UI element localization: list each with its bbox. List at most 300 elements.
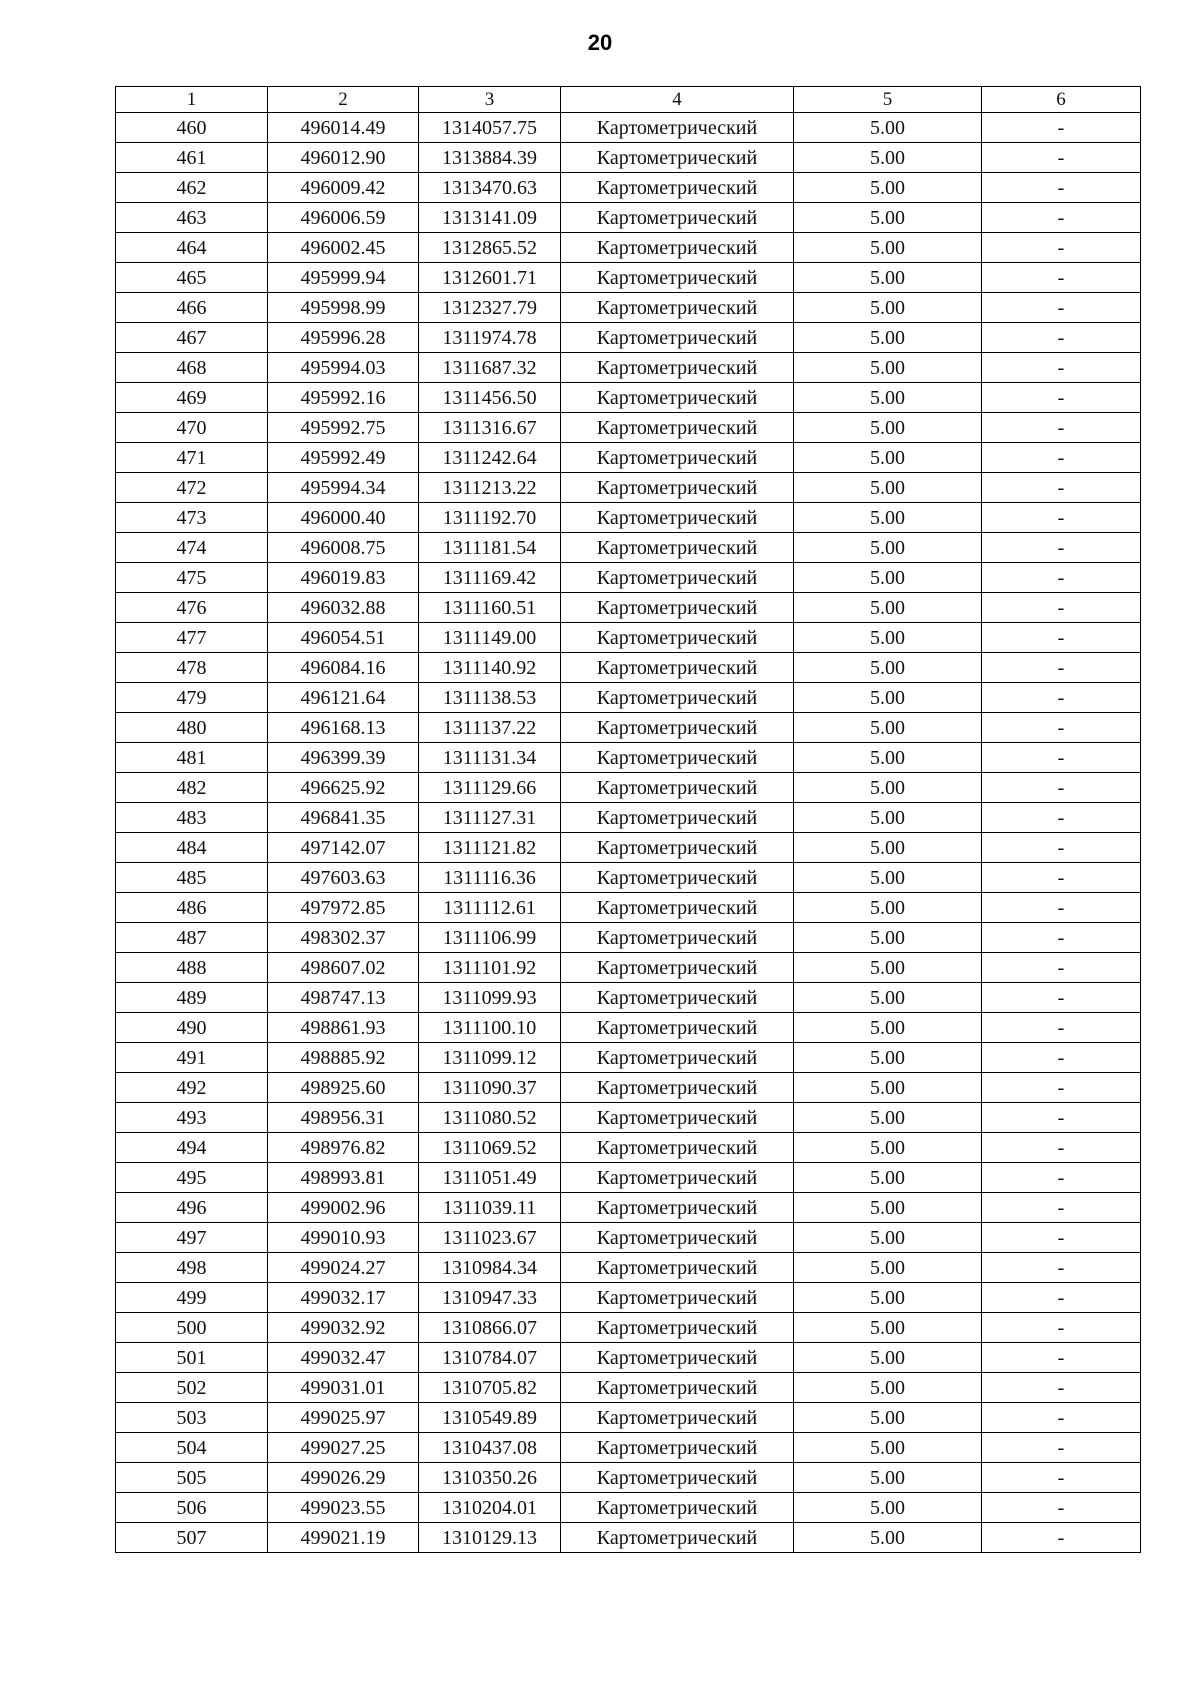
method-cell: Картометрический — [561, 833, 794, 863]
accuracy-cell: 5.00 — [794, 203, 982, 233]
method-cell: Картометрический — [561, 533, 794, 563]
y-coordinate-cell: 1314057.75 — [419, 113, 561, 143]
note-cell: - — [982, 1043, 1141, 1073]
accuracy-cell: 5.00 — [794, 113, 982, 143]
accuracy-cell: 5.00 — [794, 263, 982, 293]
method-cell: Картометрический — [561, 683, 794, 713]
x-coordinate-cell: 496006.59 — [268, 203, 419, 233]
y-coordinate-cell: 1310437.08 — [419, 1433, 561, 1463]
table-row — [116, 1253, 1141, 1283]
y-coordinate-cell: 1310129.13 — [419, 1523, 561, 1553]
method-cell: Картометрический — [561, 1493, 794, 1523]
table-row — [116, 263, 1141, 293]
y-coordinate-cell: 1311106.99 — [419, 923, 561, 953]
table-row — [116, 233, 1141, 263]
accuracy-cell: 5.00 — [794, 923, 982, 953]
x-coordinate-cell: 499031.01 — [268, 1373, 419, 1403]
x-coordinate-cell: 496399.39 — [268, 743, 419, 773]
x-coordinate-cell: 498925.60 — [268, 1073, 419, 1103]
method-cell: Картометрический — [561, 1463, 794, 1493]
y-coordinate-cell: 1311316.67 — [419, 413, 561, 443]
x-coordinate-cell: 499002.96 — [268, 1193, 419, 1223]
table-row — [116, 1193, 1141, 1223]
method-cell: Картометрический — [561, 503, 794, 533]
method-cell: Картометрический — [561, 923, 794, 953]
x-coordinate-cell: 499021.19 — [268, 1523, 419, 1553]
x-coordinate-cell: 499026.29 — [268, 1463, 419, 1493]
note-cell: - — [982, 1433, 1141, 1463]
note-cell: - — [982, 143, 1141, 173]
point-number-cell: 498 — [116, 1253, 268, 1283]
table-row — [116, 1373, 1141, 1403]
note-cell: - — [982, 563, 1141, 593]
method-cell: Картометрический — [561, 563, 794, 593]
point-number-cell: 463 — [116, 203, 268, 233]
method-cell: Картометрический — [561, 1373, 794, 1403]
column-header-2: 2 — [268, 87, 419, 113]
y-coordinate-cell: 1311687.32 — [419, 353, 561, 383]
point-number-cell: 460 — [116, 113, 268, 143]
point-number-cell: 470 — [116, 413, 268, 443]
point-number-cell: 481 — [116, 743, 268, 773]
accuracy-cell: 5.00 — [794, 743, 982, 773]
accuracy-cell: 5.00 — [794, 1133, 982, 1163]
point-number-cell: 467 — [116, 323, 268, 353]
x-coordinate-cell: 496000.40 — [268, 503, 419, 533]
point-number-cell: 490 — [116, 1013, 268, 1043]
note-cell: - — [982, 1463, 1141, 1493]
y-coordinate-cell: 1310784.07 — [419, 1343, 561, 1373]
note-cell: - — [982, 263, 1141, 293]
y-coordinate-cell: 1311112.61 — [419, 893, 561, 923]
accuracy-cell: 5.00 — [794, 593, 982, 623]
point-number-cell: 465 — [116, 263, 268, 293]
method-cell: Картометрический — [561, 1433, 794, 1463]
note-cell: - — [982, 593, 1141, 623]
note-cell: - — [982, 803, 1141, 833]
point-number-cell: 464 — [116, 233, 268, 263]
point-number-cell: 495 — [116, 1163, 268, 1193]
accuracy-cell: 5.00 — [794, 713, 982, 743]
method-cell: Картометрический — [561, 413, 794, 443]
y-coordinate-cell: 1313141.09 — [419, 203, 561, 233]
method-cell: Картометрический — [561, 1283, 794, 1313]
point-number-cell: 468 — [116, 353, 268, 383]
table-body — [116, 113, 1141, 1553]
x-coordinate-cell: 496168.13 — [268, 713, 419, 743]
x-coordinate-cell: 496121.64 — [268, 683, 419, 713]
point-number-cell: 478 — [116, 653, 268, 683]
accuracy-cell: 5.00 — [794, 413, 982, 443]
y-coordinate-cell: 1311137.22 — [419, 713, 561, 743]
note-cell: - — [982, 1493, 1141, 1523]
method-cell: Картометрический — [561, 983, 794, 1013]
point-number-cell: 494 — [116, 1133, 268, 1163]
table-row — [116, 803, 1141, 833]
point-number-cell: 471 — [116, 443, 268, 473]
note-cell: - — [982, 833, 1141, 863]
y-coordinate-cell: 1313884.39 — [419, 143, 561, 173]
note-cell: - — [982, 383, 1141, 413]
x-coordinate-cell: 496084.16 — [268, 653, 419, 683]
table-row — [116, 1283, 1141, 1313]
point-number-cell: 475 — [116, 563, 268, 593]
note-cell: - — [982, 1103, 1141, 1133]
table-row — [116, 1223, 1141, 1253]
table-row — [116, 353, 1141, 383]
method-cell: Картометрический — [561, 1193, 794, 1223]
note-cell: - — [982, 1313, 1141, 1343]
y-coordinate-cell: 1311456.50 — [419, 383, 561, 413]
x-coordinate-cell: 496012.90 — [268, 143, 419, 173]
point-number-cell: 473 — [116, 503, 268, 533]
y-coordinate-cell: 1313470.63 — [419, 173, 561, 203]
note-cell: - — [982, 743, 1141, 773]
y-coordinate-cell: 1310549.89 — [419, 1403, 561, 1433]
accuracy-cell: 5.00 — [794, 1463, 982, 1493]
accuracy-cell: 5.00 — [794, 983, 982, 1013]
accuracy-cell: 5.00 — [794, 1493, 982, 1523]
y-coordinate-cell: 1310984.34 — [419, 1253, 561, 1283]
table-row — [116, 1103, 1141, 1133]
accuracy-cell: 5.00 — [794, 323, 982, 353]
y-coordinate-cell: 1311051.49 — [419, 1163, 561, 1193]
accuracy-cell: 5.00 — [794, 143, 982, 173]
point-number-cell: 500 — [116, 1313, 268, 1343]
point-number-cell: 477 — [116, 623, 268, 653]
accuracy-cell: 5.00 — [794, 353, 982, 383]
x-coordinate-cell: 496625.92 — [268, 773, 419, 803]
method-cell: Картометрический — [561, 893, 794, 923]
method-cell: Картометрический — [561, 1253, 794, 1283]
x-coordinate-cell: 495992.16 — [268, 383, 419, 413]
point-number-cell: 506 — [116, 1493, 268, 1523]
method-cell: Картометрический — [561, 713, 794, 743]
method-cell: Картометрический — [561, 173, 794, 203]
accuracy-cell: 5.00 — [794, 1283, 982, 1313]
y-coordinate-cell: 1311140.92 — [419, 653, 561, 683]
accuracy-cell: 5.00 — [794, 1343, 982, 1373]
method-cell: Картометрический — [561, 1313, 794, 1343]
column-header-1: 1 — [116, 87, 268, 113]
note-cell: - — [982, 353, 1141, 383]
point-number-cell: 507 — [116, 1523, 268, 1553]
table-row — [116, 533, 1141, 563]
method-cell: Картометрический — [561, 1013, 794, 1043]
table-row — [116, 743, 1141, 773]
y-coordinate-cell: 1311192.70 — [419, 503, 561, 533]
table-row — [116, 1133, 1141, 1163]
x-coordinate-cell: 496002.45 — [268, 233, 419, 263]
accuracy-cell: 5.00 — [794, 953, 982, 983]
y-coordinate-cell: 1310947.33 — [419, 1283, 561, 1313]
point-number-cell: 479 — [116, 683, 268, 713]
note-cell: - — [982, 683, 1141, 713]
y-coordinate-cell: 1312601.71 — [419, 263, 561, 293]
x-coordinate-cell: 499024.27 — [268, 1253, 419, 1283]
point-number-cell: 493 — [116, 1103, 268, 1133]
point-number-cell: 483 — [116, 803, 268, 833]
y-coordinate-cell: 1311149.00 — [419, 623, 561, 653]
method-cell: Картометрический — [561, 743, 794, 773]
x-coordinate-cell: 495992.49 — [268, 443, 419, 473]
accuracy-cell: 5.00 — [794, 1073, 982, 1103]
table-row — [116, 1523, 1141, 1553]
method-cell: Картометрический — [561, 473, 794, 503]
y-coordinate-cell: 1311099.12 — [419, 1043, 561, 1073]
method-cell: Картометрический — [561, 1523, 794, 1553]
note-cell: - — [982, 323, 1141, 353]
point-number-cell: 491 — [116, 1043, 268, 1073]
column-header-5: 5 — [794, 87, 982, 113]
x-coordinate-cell: 496032.88 — [268, 593, 419, 623]
accuracy-cell: 5.00 — [794, 893, 982, 923]
accuracy-cell: 5.00 — [794, 803, 982, 833]
method-cell: Картометрический — [561, 263, 794, 293]
point-number-cell: 502 — [116, 1373, 268, 1403]
method-cell: Картометрический — [561, 953, 794, 983]
table-row — [116, 1073, 1141, 1103]
table-row — [116, 1403, 1141, 1433]
note-cell: - — [982, 1343, 1141, 1373]
y-coordinate-cell: 1310866.07 — [419, 1313, 561, 1343]
point-number-cell: 501 — [116, 1343, 268, 1373]
method-cell: Картометрический — [561, 803, 794, 833]
y-coordinate-cell: 1312327.79 — [419, 293, 561, 323]
table-row — [116, 203, 1141, 233]
point-number-cell: 485 — [116, 863, 268, 893]
accuracy-cell: 5.00 — [794, 233, 982, 263]
table-row — [116, 1313, 1141, 1343]
x-coordinate-cell: 495992.75 — [268, 413, 419, 443]
accuracy-cell: 5.00 — [794, 473, 982, 503]
y-coordinate-cell: 1311090.37 — [419, 1073, 561, 1103]
y-coordinate-cell: 1311099.93 — [419, 983, 561, 1013]
note-cell: - — [982, 1013, 1141, 1043]
table-row — [116, 443, 1141, 473]
x-coordinate-cell: 496841.35 — [268, 803, 419, 833]
note-cell: - — [982, 413, 1141, 443]
table-row — [116, 833, 1141, 863]
accuracy-cell: 5.00 — [794, 1373, 982, 1403]
note-cell: - — [982, 713, 1141, 743]
accuracy-cell: 5.00 — [794, 173, 982, 203]
y-coordinate-cell: 1312865.52 — [419, 233, 561, 263]
note-cell: - — [982, 773, 1141, 803]
x-coordinate-cell: 499023.55 — [268, 1493, 419, 1523]
y-coordinate-cell: 1311160.51 — [419, 593, 561, 623]
x-coordinate-cell: 498747.13 — [268, 983, 419, 1013]
accuracy-cell: 5.00 — [794, 653, 982, 683]
y-coordinate-cell: 1311101.92 — [419, 953, 561, 983]
method-cell: Картометрический — [561, 443, 794, 473]
accuracy-cell: 5.00 — [794, 1223, 982, 1253]
method-cell: Картометрический — [561, 863, 794, 893]
table-row — [116, 143, 1141, 173]
accuracy-cell: 5.00 — [794, 293, 982, 323]
x-coordinate-cell: 496054.51 — [268, 623, 419, 653]
accuracy-cell: 5.00 — [794, 533, 982, 563]
point-number-cell: 496 — [116, 1193, 268, 1223]
x-coordinate-cell: 497603.63 — [268, 863, 419, 893]
accuracy-cell: 5.00 — [794, 1103, 982, 1133]
y-coordinate-cell: 1311080.52 — [419, 1103, 561, 1133]
point-number-cell: 486 — [116, 893, 268, 923]
accuracy-cell: 5.00 — [794, 623, 982, 653]
method-cell: Картометрический — [561, 203, 794, 233]
x-coordinate-cell: 498956.31 — [268, 1103, 419, 1133]
y-coordinate-cell: 1311181.54 — [419, 533, 561, 563]
point-number-cell: 474 — [116, 533, 268, 563]
note-cell: - — [982, 1403, 1141, 1433]
x-coordinate-cell: 498885.92 — [268, 1043, 419, 1073]
point-number-cell: 497 — [116, 1223, 268, 1253]
table-row — [116, 863, 1141, 893]
note-cell: - — [982, 473, 1141, 503]
accuracy-cell: 5.00 — [794, 1013, 982, 1043]
note-cell: - — [982, 503, 1141, 533]
x-coordinate-cell: 495998.99 — [268, 293, 419, 323]
x-coordinate-cell: 495994.34 — [268, 473, 419, 503]
note-cell: - — [982, 443, 1141, 473]
note-cell: - — [982, 623, 1141, 653]
table-row — [116, 713, 1141, 743]
column-header-4: 4 — [561, 87, 794, 113]
note-cell: - — [982, 1163, 1141, 1193]
note-cell: - — [982, 953, 1141, 983]
accuracy-cell: 5.00 — [794, 683, 982, 713]
table-row — [116, 593, 1141, 623]
accuracy-cell: 5.00 — [794, 443, 982, 473]
accuracy-cell: 5.00 — [794, 1193, 982, 1223]
table-row — [116, 623, 1141, 653]
note-cell: - — [982, 1523, 1141, 1553]
table-row — [116, 953, 1141, 983]
table-row — [116, 653, 1141, 683]
point-number-cell: 503 — [116, 1403, 268, 1433]
table-row — [116, 1433, 1141, 1463]
table-row — [116, 293, 1141, 323]
point-number-cell: 462 — [116, 173, 268, 203]
method-cell: Картометрический — [561, 113, 794, 143]
x-coordinate-cell: 498976.82 — [268, 1133, 419, 1163]
table-row — [116, 563, 1141, 593]
table-row — [116, 473, 1141, 503]
method-cell: Картометрический — [561, 1403, 794, 1433]
method-cell: Картометрический — [561, 1133, 794, 1163]
x-coordinate-cell: 497972.85 — [268, 893, 419, 923]
note-cell: - — [982, 1223, 1141, 1253]
note-cell: - — [982, 893, 1141, 923]
point-number-cell: 499 — [116, 1283, 268, 1313]
point-number-cell: 484 — [116, 833, 268, 863]
y-coordinate-cell: 1311127.31 — [419, 803, 561, 833]
coordinates-table — [115, 86, 1141, 1553]
y-coordinate-cell: 1311039.11 — [419, 1193, 561, 1223]
point-number-cell: 492 — [116, 1073, 268, 1103]
y-coordinate-cell: 1311242.64 — [419, 443, 561, 473]
point-number-cell: 489 — [116, 983, 268, 1013]
x-coordinate-cell: 499027.25 — [268, 1433, 419, 1463]
table-row — [116, 1493, 1141, 1523]
y-coordinate-cell: 1310350.26 — [419, 1463, 561, 1493]
accuracy-cell: 5.00 — [794, 1433, 982, 1463]
x-coordinate-cell: 499032.47 — [268, 1343, 419, 1373]
method-cell: Картометрический — [561, 323, 794, 353]
method-cell: Картометрический — [561, 593, 794, 623]
table-row — [116, 323, 1141, 353]
accuracy-cell: 5.00 — [794, 863, 982, 893]
column-header-3: 3 — [419, 87, 561, 113]
accuracy-cell: 5.00 — [794, 1043, 982, 1073]
table-row — [116, 113, 1141, 143]
x-coordinate-cell: 495994.03 — [268, 353, 419, 383]
table-row — [116, 503, 1141, 533]
y-coordinate-cell: 1311131.34 — [419, 743, 561, 773]
table-row — [116, 773, 1141, 803]
note-cell: - — [982, 1283, 1141, 1313]
note-cell: - — [982, 1133, 1141, 1163]
y-coordinate-cell: 1311116.36 — [419, 863, 561, 893]
point-number-cell: 488 — [116, 953, 268, 983]
table-row — [116, 923, 1141, 953]
note-cell: - — [982, 1373, 1141, 1403]
point-number-cell: 472 — [116, 473, 268, 503]
point-number-cell: 461 — [116, 143, 268, 173]
x-coordinate-cell: 496019.83 — [268, 563, 419, 593]
point-number-cell: 466 — [116, 293, 268, 323]
accuracy-cell: 5.00 — [794, 563, 982, 593]
y-coordinate-cell: 1310705.82 — [419, 1373, 561, 1403]
note-cell: - — [982, 653, 1141, 683]
point-number-cell: 505 — [116, 1463, 268, 1493]
note-cell: - — [982, 1073, 1141, 1103]
y-coordinate-cell: 1311023.67 — [419, 1223, 561, 1253]
page-number: 20 — [587, 30, 613, 55]
accuracy-cell: 5.00 — [794, 503, 982, 533]
method-cell: Картометрический — [561, 383, 794, 413]
note-cell: - — [982, 533, 1141, 563]
point-number-cell: 480 — [116, 713, 268, 743]
table-row — [116, 1163, 1141, 1193]
table-row — [116, 1463, 1141, 1493]
y-coordinate-cell: 1311129.66 — [419, 773, 561, 803]
point-number-cell: 476 — [116, 593, 268, 623]
column-header-6: 6 — [982, 87, 1141, 113]
method-cell: Картометрический — [561, 1043, 794, 1073]
x-coordinate-cell: 496008.75 — [268, 533, 419, 563]
x-coordinate-cell: 498993.81 — [268, 1163, 419, 1193]
method-cell: Картометрический — [561, 1223, 794, 1253]
x-coordinate-cell: 496014.49 — [268, 113, 419, 143]
accuracy-cell: 5.00 — [794, 1163, 982, 1193]
x-coordinate-cell: 499010.93 — [268, 1223, 419, 1253]
method-cell: Картометрический — [561, 233, 794, 263]
y-coordinate-cell: 1311100.10 — [419, 1013, 561, 1043]
note-cell: - — [982, 983, 1141, 1013]
x-coordinate-cell: 498607.02 — [268, 953, 419, 983]
table-row — [116, 413, 1141, 443]
point-number-cell: 469 — [116, 383, 268, 413]
accuracy-cell: 5.00 — [794, 383, 982, 413]
method-cell: Картометрический — [561, 773, 794, 803]
note-cell: - — [982, 293, 1141, 323]
table-row — [116, 1343, 1141, 1373]
note-cell: - — [982, 1253, 1141, 1283]
method-cell: Картометрический — [561, 653, 794, 683]
accuracy-cell: 5.00 — [794, 1523, 982, 1553]
y-coordinate-cell: 1311069.52 — [419, 1133, 561, 1163]
